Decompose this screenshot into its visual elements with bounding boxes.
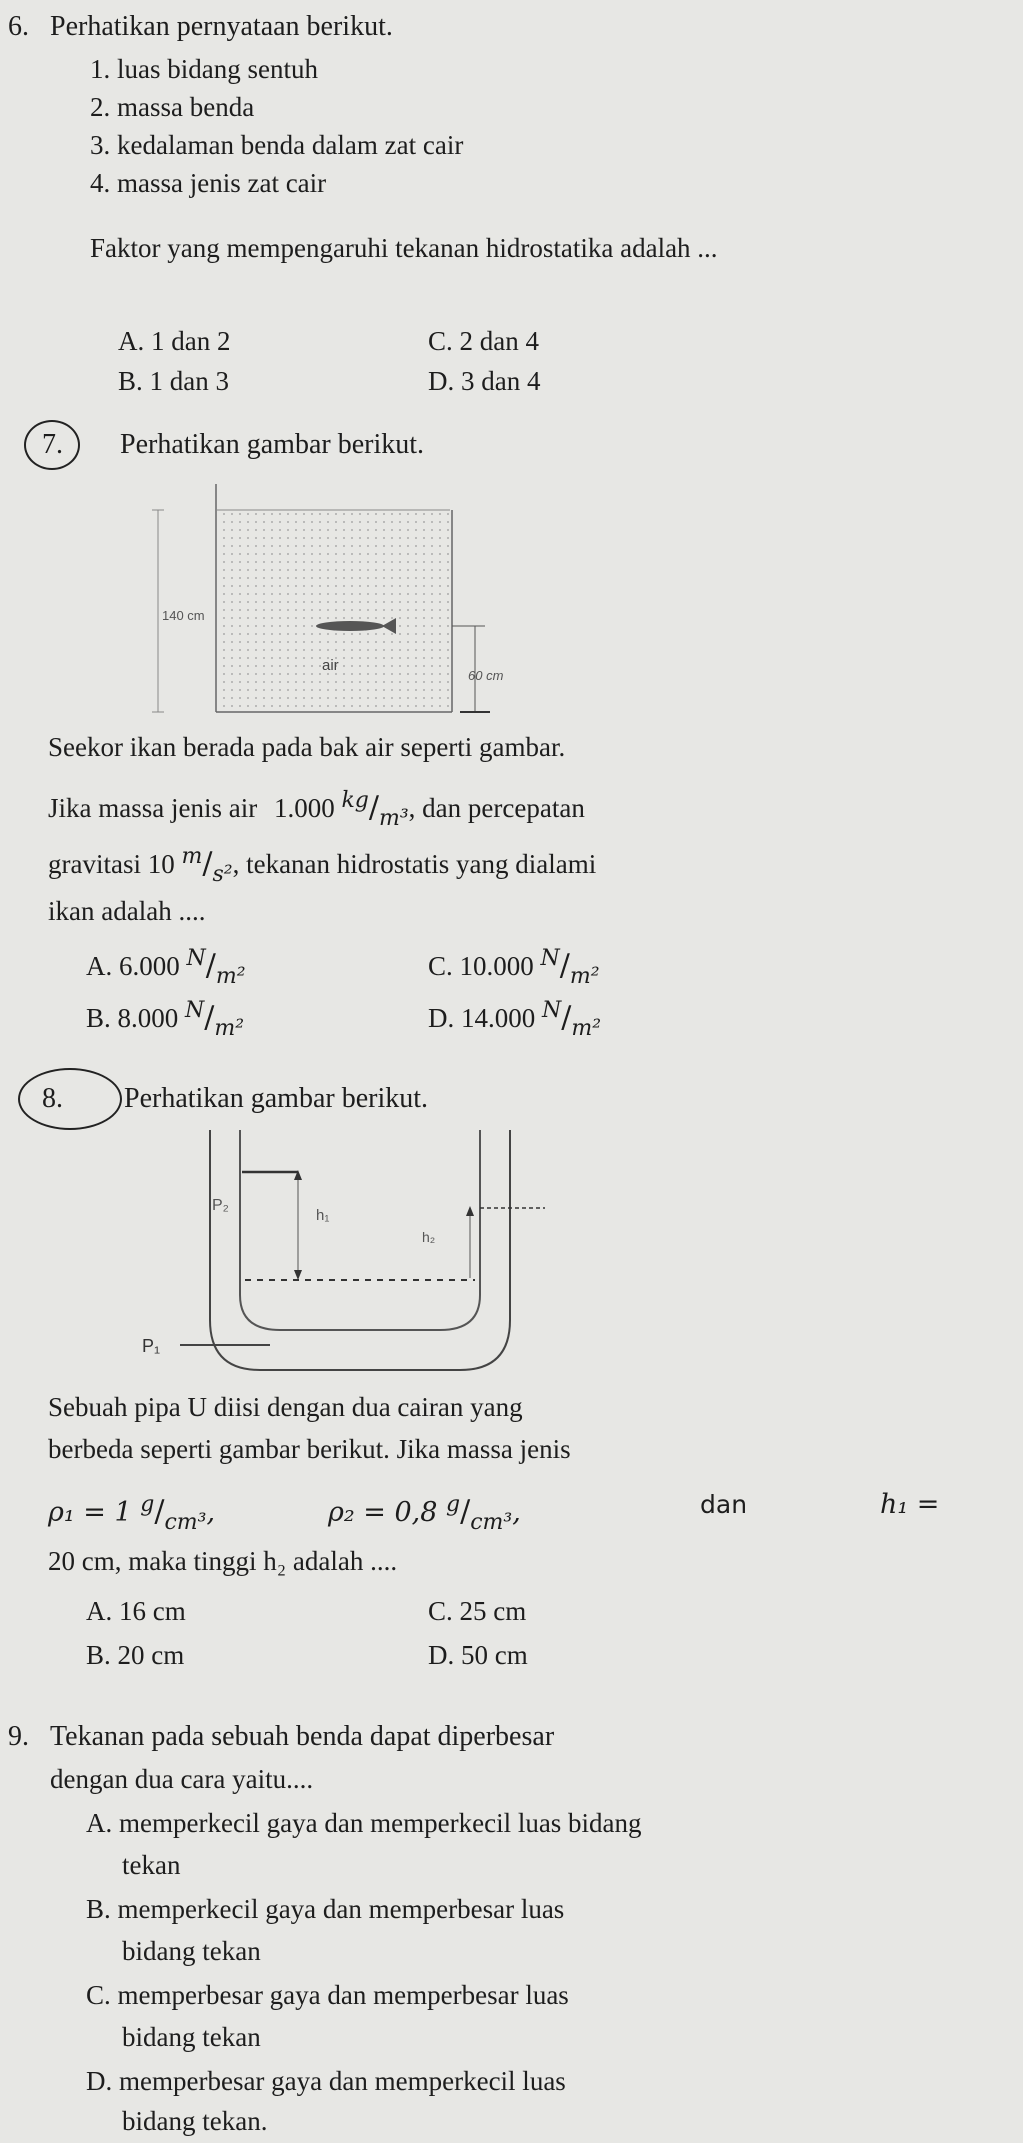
q7-option-d[interactable]: D. 14.000 $^N/_{m^2}$ <box>428 998 602 1041</box>
q8-rho2: ρ₂ = 0,8 $^g/_{cm^3}$, <box>328 1492 521 1535</box>
q7-text-line4: ikan adalah .... <box>48 896 206 926</box>
q7-text-line3 <box>48 840 596 892</box>
q8-circle-mark <box>18 1068 122 1130</box>
q7-option-a[interactable]: A. 6.000 $^N/_{m^2}$ <box>86 946 246 989</box>
q6-stem: Perhatikan pernyataan berikut. <box>50 11 393 42</box>
q7-line2-pre: Jika massa jenis air <box>48 793 258 823</box>
q8-label-h2: h₂ <box>422 1229 436 1245</box>
q7-option-c[interactable]: C. 10.000 $^N/_{m^2}$ <box>428 946 600 989</box>
q8-option-c[interactable]: C. 25 cm <box>428 1596 527 1626</box>
q8-u-tube-figure <box>120 1130 550 1380</box>
q8-label-h1: h₁ <box>316 1207 330 1224</box>
q7-density-unit: $^{kg}/_{m^3}$ <box>341 788 409 831</box>
q9-option-d[interactable]: D. memperbesar gaya dan memperkecil luas <box>86 2066 566 2096</box>
q7-line3-pre: gravitasi 10 <box>48 849 175 879</box>
q6-statement-4: 4. massa jenis zat cair <box>90 168 327 198</box>
q8-option-b[interactable]: B. 20 cm <box>86 1640 185 1670</box>
q9-option-c-cont[interactable]: bidang tekan <box>122 2022 261 2052</box>
q8-text-line2: berbeda seperti gambar berikut. Jika massa jenis <box>48 1434 571 1464</box>
q7-text-line1: Seekor ikan berada pada bak air seperti gambar. <box>48 732 566 762</box>
q6-question: Faktor yang mempengaruhi tekanan hidrostatika adalah ... <box>90 233 718 263</box>
q9-option-c[interactable]: C. memperbesar gaya dan memperbesar luas <box>86 1980 569 2010</box>
q8-text-dan: dan <box>700 1490 748 1519</box>
q7-label-water: air <box>322 657 339 674</box>
q7-label-total: 140 cm <box>162 608 205 623</box>
q6-statement-1: 1. luas bidang sentuh <box>90 54 318 84</box>
q8-stem: Perhatikan gambar berikut. <box>124 1083 429 1114</box>
q8-label-p2: P₂ <box>212 1197 229 1214</box>
q7-stem: Perhatikan gambar berikut. <box>120 429 425 460</box>
q7-tank-figure <box>150 480 510 730</box>
q6-option-b[interactable]: B. 1 dan 3 <box>118 366 229 396</box>
q8-h1-eq: h₁ = <box>880 1489 940 1520</box>
q8-text-line1: Sebuah pipa U diisi dengan dua cairan yang <box>48 1392 523 1422</box>
q7-label-bottom: 60 cm <box>468 668 504 683</box>
q8-option-a[interactable]: A. 16 cm <box>86 1596 186 1626</box>
q6-statement-2: 2. massa benda <box>90 92 255 122</box>
q6-option-c[interactable]: C. 2 dan 4 <box>428 326 539 356</box>
q9-option-a[interactable]: A. memperkecil gaya dan memperkecil luas bidang <box>86 1808 642 1838</box>
q7-line3-post: , tekanan hidrostatis yang dialami <box>232 849 597 879</box>
q7-line2-post: , dan percepatan <box>408 793 585 823</box>
q7-text-line2 <box>48 784 585 836</box>
q6-statement-3: 3. kedalaman benda dalam zat cair <box>90 130 464 160</box>
q7-gravity-unit: $^m/_{s^2}$ <box>181 844 233 887</box>
q7-number: 7. <box>42 429 63 460</box>
q9-stem-line1: Tekanan pada sebuah benda dapat diperbesar <box>50 1721 555 1752</box>
q9-option-b[interactable]: B. memperkecil gaya dan memperbesar luas <box>86 1894 565 1924</box>
q8-label-p1: P₁ <box>142 1336 161 1356</box>
q6-number: 6. <box>8 11 29 42</box>
q8-number: 8. <box>42 1083 63 1114</box>
q9-option-b-cont[interactable]: bidang tekan <box>122 1936 261 1966</box>
q8-text-line4: 20 cm, maka tinggi h₂ adalah .... <box>48 1546 398 1576</box>
q9-option-d-cont[interactable]: bidang tekan. <box>122 2106 268 2136</box>
q9-option-a-cont[interactable]: tekan <box>122 1850 181 1880</box>
q7-density-value: 1.000 <box>273 793 335 823</box>
q7-option-b[interactable]: B. 8.000 $^N/_{m^2}$ <box>86 998 245 1041</box>
q8-option-d[interactable]: D. 50 cm <box>428 1640 528 1670</box>
q9-number: 9. <box>8 1721 29 1752</box>
q6-option-d[interactable]: D. 3 dan 4 <box>428 366 541 396</box>
q6-option-a[interactable]: A. 1 dan 2 <box>118 326 231 356</box>
q9-stem-line2: dengan dua cara yaitu.... <box>50 1764 314 1794</box>
q8-rho1: ρ₁ = 1 $^g/_{cm^3}$, <box>48 1492 216 1535</box>
